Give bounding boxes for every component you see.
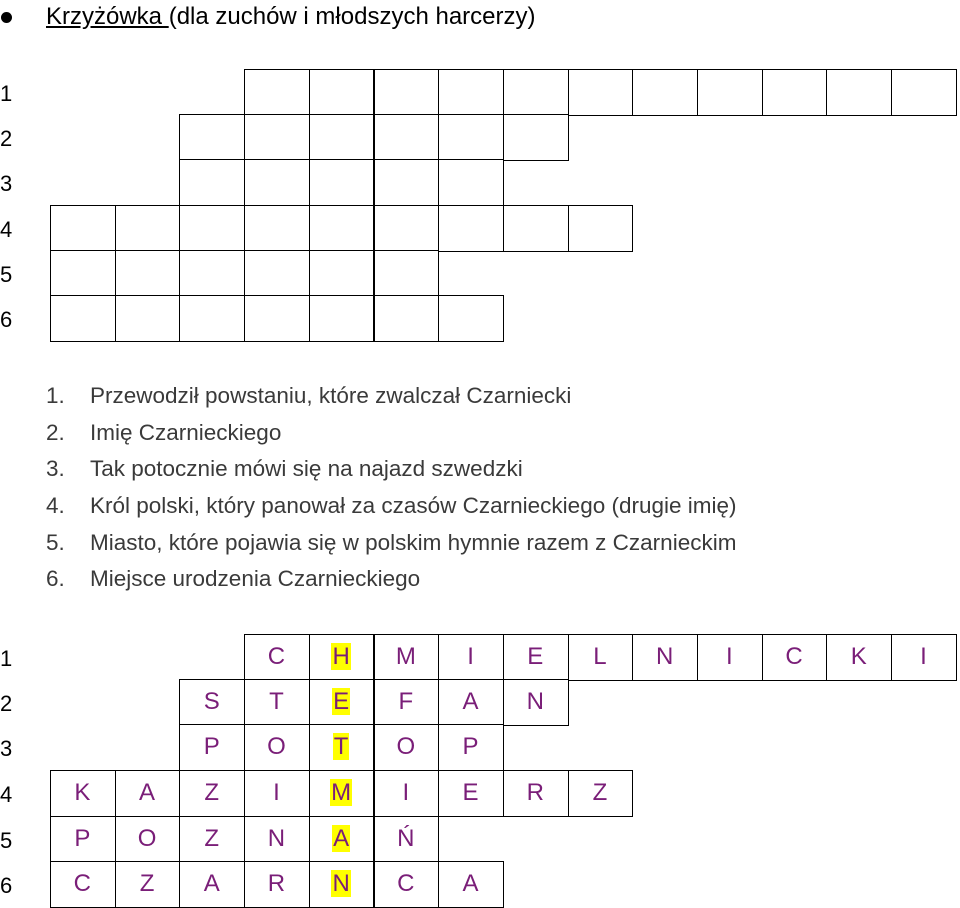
empty-cell[interactable] bbox=[374, 114, 440, 161]
cell-letter: O bbox=[137, 825, 157, 852]
empty-cell[interactable] bbox=[632, 69, 698, 116]
clue-list bbox=[46, 378, 737, 598]
cell-letter: T bbox=[269, 688, 284, 715]
cell-letter: E bbox=[527, 643, 544, 670]
empty-cell[interactable] bbox=[568, 69, 634, 116]
empty-cell[interactable] bbox=[568, 205, 634, 252]
empty-row-number: 3 bbox=[0, 171, 13, 196]
cell-letter: Ń bbox=[397, 825, 415, 852]
solved-row-number: 1 bbox=[0, 646, 13, 671]
empty-row-number: 1 bbox=[0, 81, 13, 106]
empty-cell[interactable] bbox=[503, 205, 569, 252]
clue-item bbox=[46, 451, 737, 488]
clue-text: Tak potocznie mówi się na najazd szwedzki bbox=[90, 456, 523, 482]
empty-row-number: 2 bbox=[0, 126, 13, 151]
clue-item bbox=[46, 415, 737, 452]
cell-letter: P bbox=[462, 733, 479, 760]
cell-letter: I bbox=[920, 643, 927, 670]
cell-letter: M bbox=[395, 643, 416, 670]
cell-letter: Z bbox=[204, 779, 220, 806]
clue-text: Król polski, który panował za czasów Czarnieckiego (drugie imię) bbox=[90, 493, 737, 519]
title-text bbox=[46, 0, 536, 34]
cell-letter: N bbox=[655, 643, 674, 670]
cell-letter: M bbox=[331, 779, 352, 806]
cell-letter: C bbox=[267, 643, 286, 670]
cell-letter: I bbox=[467, 643, 474, 670]
cell-letter: P bbox=[74, 825, 91, 852]
cell-letter: I bbox=[726, 643, 733, 670]
empty-cell[interactable] bbox=[374, 250, 440, 297]
cell-letter: C bbox=[397, 870, 415, 897]
clue-item bbox=[46, 488, 737, 525]
empty-cell[interactable] bbox=[826, 69, 892, 116]
empty-cell[interactable] bbox=[374, 295, 440, 342]
clue-text: Przewodził powstaniu, które zwalczał Czarniecki bbox=[90, 383, 572, 408]
cell-letter: E bbox=[462, 779, 479, 806]
solved-row-number: 3 bbox=[0, 736, 13, 761]
empty-cell[interactable] bbox=[179, 295, 245, 342]
solved-row-number: 2 bbox=[0, 691, 13, 716]
clue-number: 1. bbox=[46, 383, 65, 408]
clue-item bbox=[46, 525, 737, 562]
empty-cell[interactable] bbox=[244, 295, 310, 342]
cell-letter: O bbox=[267, 733, 286, 760]
empty-cell[interactable] bbox=[438, 159, 504, 206]
clue-number: 5. bbox=[46, 529, 65, 555]
empty-cell[interactable] bbox=[438, 69, 504, 116]
empty-cell[interactable] bbox=[374, 69, 440, 116]
cell-letter: P bbox=[203, 733, 220, 760]
empty-cell[interactable] bbox=[374, 205, 440, 252]
empty-cell[interactable] bbox=[503, 114, 569, 161]
cell-letter: E bbox=[333, 688, 350, 715]
cell-letter: I bbox=[273, 779, 280, 806]
empty-cell[interactable] bbox=[115, 205, 181, 252]
empty-cell[interactable] bbox=[179, 159, 245, 206]
empty-cell[interactable] bbox=[309, 69, 375, 116]
empty-cell[interactable] bbox=[438, 205, 504, 252]
empty-row-number: 4 bbox=[0, 217, 13, 242]
empty-cell[interactable] bbox=[244, 69, 310, 116]
empty-cell[interactable] bbox=[115, 250, 181, 297]
empty-cell[interactable] bbox=[697, 69, 763, 116]
title-subtitle: (dla zuchów i młodszych harcerzy) bbox=[168, 3, 536, 30]
empty-cell[interactable] bbox=[503, 69, 569, 116]
empty-cell[interactable] bbox=[762, 69, 828, 116]
empty-cell[interactable] bbox=[244, 250, 310, 297]
empty-row-number: 6 bbox=[0, 307, 13, 332]
clue-number: 2. bbox=[46, 419, 65, 445]
empty-cell[interactable] bbox=[115, 295, 181, 342]
clue-item bbox=[46, 561, 737, 598]
cell-letter: A bbox=[462, 870, 479, 897]
clue-text: Miejsce urodzenia Czarnieckiego bbox=[90, 566, 421, 592]
cell-letter: I bbox=[402, 779, 410, 806]
cell-letter: A bbox=[203, 870, 220, 897]
cell-letter: C bbox=[73, 870, 92, 897]
clue-number: 4. bbox=[46, 493, 65, 519]
bullet-icon bbox=[1, 12, 12, 23]
clue-item bbox=[46, 378, 737, 415]
empty-cell[interactable] bbox=[891, 69, 957, 116]
empty-cell[interactable] bbox=[50, 250, 116, 297]
empty-cell[interactable] bbox=[309, 295, 375, 342]
empty-cell[interactable] bbox=[179, 250, 245, 297]
cell-letter: Z bbox=[204, 825, 220, 852]
empty-cell[interactable] bbox=[309, 114, 375, 161]
cell-letter: R bbox=[267, 870, 286, 897]
empty-cell[interactable] bbox=[438, 295, 504, 342]
solved-row-number: 6 bbox=[0, 873, 13, 898]
cell-letter: Z bbox=[592, 779, 608, 806]
empty-row-number: 5 bbox=[0, 262, 13, 287]
clue-number: 3. bbox=[46, 456, 65, 482]
clue-text: Imię Czarnieckiego bbox=[90, 419, 282, 445]
empty-cell[interactable] bbox=[244, 114, 310, 161]
cell-letter: N bbox=[267, 825, 286, 852]
cell-letter: T bbox=[333, 733, 349, 760]
title-link[interactable]: Krzyżówka bbox=[46, 3, 169, 30]
empty-cell[interactable] bbox=[179, 114, 245, 161]
clue-number: 6. bbox=[46, 566, 65, 592]
solved-row-number: 4 bbox=[0, 782, 13, 807]
cell-letter: C bbox=[785, 643, 803, 670]
cell-letter: Z bbox=[139, 870, 155, 897]
cell-letter: O bbox=[396, 733, 416, 760]
empty-cell[interactable] bbox=[374, 159, 440, 206]
cell-letter: A bbox=[139, 779, 156, 806]
empty-cell[interactable] bbox=[50, 205, 116, 252]
empty-cell[interactable] bbox=[309, 250, 375, 297]
empty-cell[interactable] bbox=[179, 205, 245, 252]
empty-cell[interactable] bbox=[244, 159, 310, 206]
cell-letter: F bbox=[398, 688, 414, 715]
cell-letter: L bbox=[593, 643, 607, 670]
cell-letter: A bbox=[333, 825, 350, 852]
cell-letter: A bbox=[462, 688, 479, 715]
cell-letter: N bbox=[526, 688, 544, 715]
empty-cell[interactable] bbox=[309, 205, 375, 252]
empty-cell[interactable] bbox=[244, 205, 310, 252]
empty-cell[interactable] bbox=[438, 114, 504, 161]
clue-text: Miasto, które pojawia się w polskim hymnie razem z Czarnieckim bbox=[90, 529, 737, 555]
cell-letter: R bbox=[526, 779, 544, 806]
cell-letter: K bbox=[74, 779, 91, 806]
empty-cell[interactable] bbox=[50, 295, 116, 342]
solved-row-number: 5 bbox=[0, 828, 13, 853]
cell-letter: H bbox=[332, 643, 350, 670]
cell-letter: N bbox=[332, 870, 350, 897]
cell-letter: K bbox=[850, 643, 867, 670]
empty-cell[interactable] bbox=[309, 159, 375, 206]
cell-letter: S bbox=[203, 688, 220, 715]
